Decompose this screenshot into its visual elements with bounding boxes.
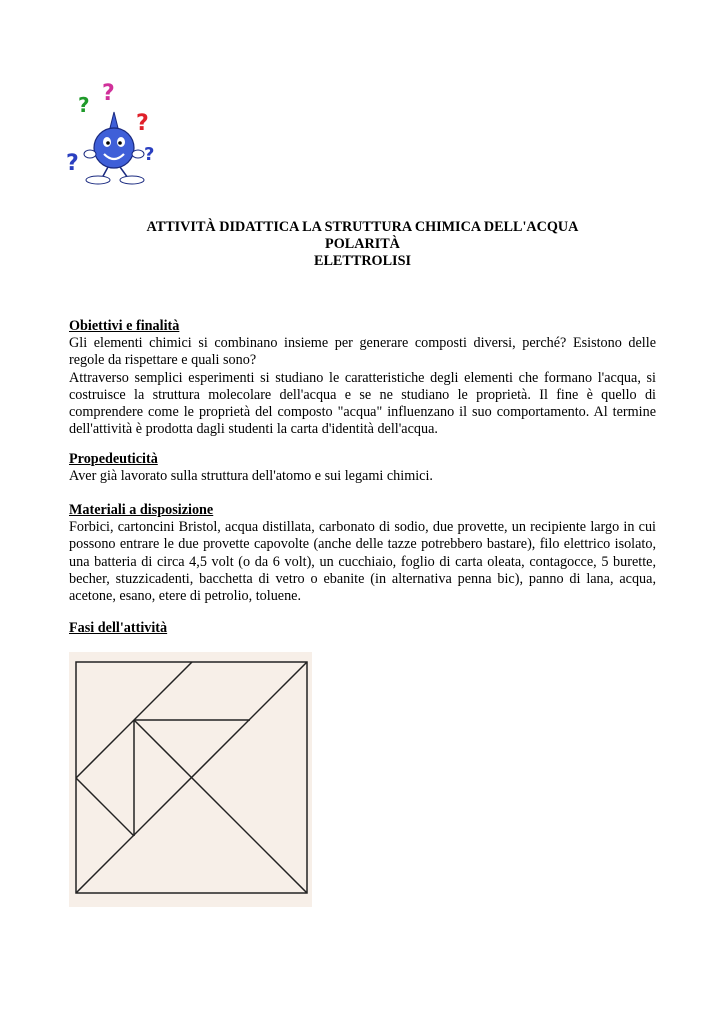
section-fasi (69, 620, 656, 637)
title-line-2: POLARITÀ (325, 236, 400, 252)
svg-text:?: ? (102, 82, 115, 106)
svg-text:?: ? (78, 93, 90, 117)
svg-text:?: ? (136, 111, 149, 136)
title-line-1: ATTIVITÀ DIDATTICA LA STRUTTURA CHIMICA DELL'ACQUA (146, 219, 579, 235)
tangram-small-triangle-edge (76, 778, 134, 836)
section-heading-fasi: Fasi dell'attività (69, 620, 168, 636)
section-materiali (69, 502, 656, 605)
section-heading-materiali: Materiali a disposizione (69, 502, 214, 518)
paragraph-materiali: Forbici, cartoncini Bristol, acqua distillata, carbonato di sodio, due provette, un recipiente largo in cui possono entrare le due provette capovolte (anche delle tazze potrebbero bastare), filo elettrico isolato, una batteria di circa 4,5 volt (o da 6 volt), un cucchiaio, foglio di carta oleata, contagocce, 5 burette, becher, stuzzicadenti, bacchetta di vetro o ebanite (in alternativa penna bic), panno di lana, acqua, acetone, esano, etere di petrolio, toluene. (69, 519, 656, 605)
title-line-3: ELETTROLISI (314, 253, 411, 269)
tangram-figure (69, 652, 312, 907)
svg-text:?: ? (66, 151, 79, 176)
section-propedeuticita (69, 451, 656, 485)
paragraph-obiettivi-2: Attraverso semplici esperimenti si studiano le caratteristiche degli elementi che formano l'acqua, si costruisce la struttura molecolare dell'acqua e se ne studiano le proprietà. Il fine è quello di comprendere come le proprietà del composto "acqua" influenzano il suo comportamento. Al termine dell'attività è prodotta dagli studenti la carta d'identità dell'acqua. (69, 369, 656, 438)
document-title (69, 219, 656, 270)
section-heading-propedeuticita: Propedeuticità (69, 451, 158, 467)
svg-text:?: ? (144, 144, 155, 165)
section-obiettivi (69, 318, 656, 438)
paragraph-obiettivi-1: Gli elementi chimici si combinano insieme per generare composti diversi, perché? Esistono delle regole da rispettare e quali sono? (69, 335, 656, 369)
tangram-lower-cut (192, 778, 307, 893)
section-heading-obiettivi: Obiettivi e finalità (69, 318, 180, 334)
paragraph-propedeuticita: Aver già lavorato sulla struttura dell'atomo e sui legami chimici. (69, 468, 433, 485)
tangram-parallelogram-side (134, 720, 192, 778)
tangram-diagram (69, 652, 312, 907)
question-mark-mascot-icon (64, 82, 164, 192)
